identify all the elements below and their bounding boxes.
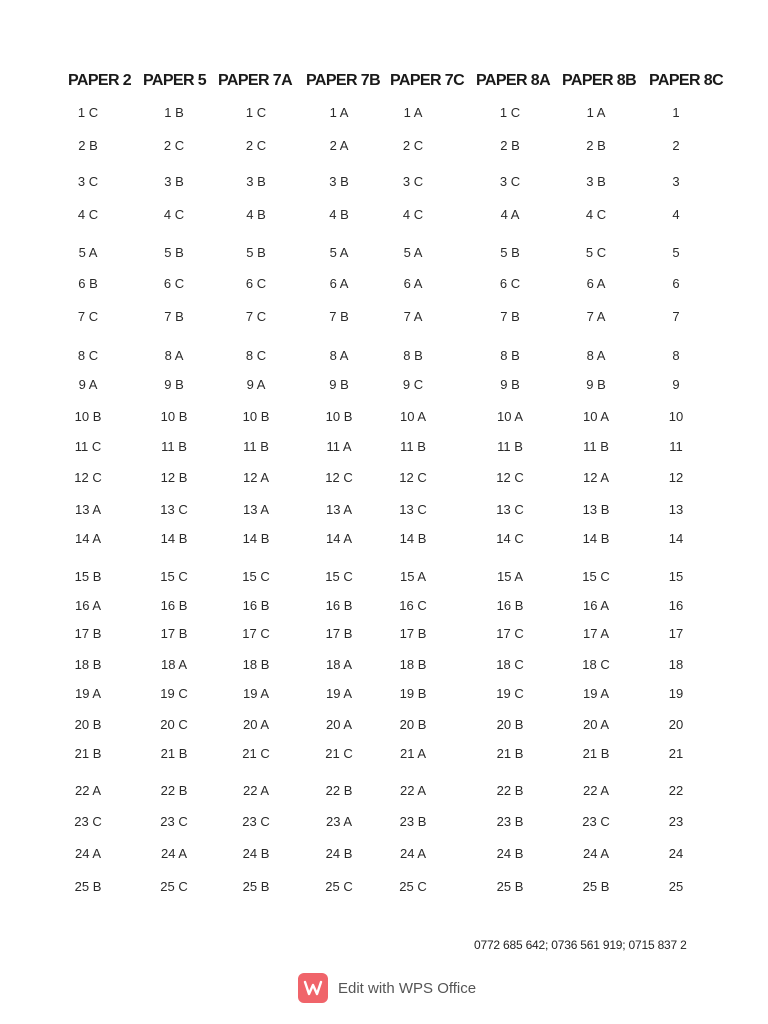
answer-cell: 10 B [160,409,188,424]
answer-cell: 17 C [496,626,524,641]
answer-cell: 10 B [242,409,270,424]
answer-cell: 23 C [582,814,610,829]
answer-cell: 3 B [246,174,266,189]
answer-cell: 22 A [242,783,270,798]
answer-cell: 7 C [77,309,99,324]
answer-cell: 19 C [496,686,524,701]
answer-cell: 14 B [582,531,610,546]
answer-cell: 17 [668,626,684,641]
answer-cell: 21 B [582,746,610,761]
answer-cell: 16 [668,598,684,613]
answer-cell: 12 A [242,470,270,485]
answer-cell: 25 B [582,879,610,894]
answer-cell: 2 B [78,138,98,153]
answer-cell: 16 A [74,598,102,613]
answer-cell: 10 [668,409,684,424]
answer-cell: 5 [672,245,680,260]
answer-cell: 24 A [399,846,427,861]
answer-cell: 7 C [245,309,267,324]
answer-cell: 2 C [245,138,267,153]
wps-logo-icon[interactable] [298,973,328,1003]
answer-cell: 8 A [329,348,349,363]
answer-cell: 21 C [242,746,270,761]
answer-cell: 5 A [403,245,423,260]
answer-cell: 12 C [399,470,427,485]
answer-cell: 7 B [329,309,349,324]
answer-cell: 14 A [74,531,102,546]
answer-cell: 25 B [74,879,102,894]
answer-cell: 13 A [242,502,270,517]
answer-cell: 3 C [499,174,521,189]
column-header: PAPER 2 [68,72,132,89]
answer-cell: 4 C [163,207,185,222]
answer-cell: 4 B [246,207,266,222]
answer-cell: 23 B [496,814,524,829]
answer-cell: 16 C [399,598,427,613]
answer-cell: 20 B [74,717,102,732]
answer-cell: 10 A [582,409,610,424]
answer-cell: 7 B [164,309,184,324]
answer-cell: 9 A [78,377,98,392]
column-header: PAPER 5 [143,72,207,89]
answer-cell: 21 C [325,746,353,761]
answer-cell: 2 B [500,138,520,153]
answer-cell: 23 C [74,814,102,829]
answer-cell: 7 A [586,309,606,324]
answer-cell: 7 A [403,309,423,324]
answer-cell: 15 C [582,569,610,584]
answer-cell: 23 C [160,814,188,829]
answer-cell: 21 B [496,746,524,761]
answer-cell: 17 B [325,626,353,641]
answer-cell: 9 A [246,377,266,392]
answer-cell: 15 A [399,569,427,584]
column-header: PAPER 8A [476,72,551,89]
answer-cell: 11 B [583,439,609,454]
answer-cell: 19 [668,686,684,701]
answer-cell: 12 B [160,470,188,485]
answer-cell: 25 B [242,879,270,894]
answer-cell: 22 A [74,783,102,798]
answer-cell: 8 A [586,348,606,363]
answer-cell: 8 B [403,348,423,363]
answer-cell: 6 C [499,276,521,291]
answer-cell: 16 B [496,598,524,613]
answer-cell: 19 A [582,686,610,701]
answer-cell: 18 A [160,657,188,672]
answer-cell: 16 A [582,598,610,613]
answer-cell: 22 B [496,783,524,798]
answer-cell: 17 B [74,626,102,641]
answer-cell: 18 C [582,657,610,672]
answer-cell: 23 B [399,814,427,829]
answer-cell: 4 C [585,207,607,222]
answer-cell: 24 A [74,846,102,861]
answer-cell: 24 B [496,846,524,861]
answer-cell: 8 C [77,348,99,363]
answer-cell: 20 A [582,717,610,732]
answer-cell: 21 B [160,746,188,761]
answer-cell: 25 C [325,879,353,894]
answer-cell: 13 A [74,502,102,517]
answer-cell: 6 C [163,276,185,291]
answer-cell: 14 B [160,531,188,546]
answer-cell: 22 A [399,783,427,798]
answer-cell: 20 [668,717,684,732]
column-header: PAPER 7B [306,72,381,89]
answer-cell: 6 A [329,276,349,291]
answer-cell: 15 C [242,569,270,584]
answer-cell: 10 A [399,409,427,424]
answer-cell: 14 B [399,531,427,546]
answer-cell: 21 [668,746,684,761]
answer-cell: 20 C [160,717,188,732]
answer-cell: 22 B [160,783,188,798]
answer-cell: 6 B [78,276,98,291]
answer-cell: 2 C [402,138,424,153]
answer-cell: 15 C [325,569,353,584]
answer-cell: 24 [668,846,684,861]
answer-cell: 14 [668,531,684,546]
answer-cell: 7 B [500,309,520,324]
answer-cell: 15 [668,569,684,584]
answer-cell: 12 [668,470,684,485]
column-header: PAPER 8C [649,72,724,89]
contact-phones: 0772 685 642; 0736 561 919; 0715 837 2 [474,938,687,952]
answer-cell: 1 A [329,105,349,120]
answer-cell: 17 C [242,626,270,641]
answer-cell: 4 B [329,207,349,222]
answer-cell: 18 B [399,657,427,672]
answer-cell: 18 A [325,657,353,672]
answer-cell: 11 B [400,439,426,454]
answer-cell: 5 B [246,245,266,260]
answer-cell: 13 B [582,502,610,517]
answer-cell: 4 [672,207,680,222]
answer-cell: 24 A [582,846,610,861]
answer-cell: 19 B [399,686,427,701]
answer-cell: 3 C [402,174,424,189]
answer-cell: 6 C [245,276,267,291]
answer-cell: 5 C [585,245,607,260]
answer-cell: 15 C [160,569,188,584]
answer-cell: 24 A [160,846,188,861]
answer-cell: 10 B [74,409,102,424]
answer-cell: 14 A [325,531,353,546]
answer-cell: 23 A [325,814,353,829]
answer-cell: 12 C [74,470,102,485]
wps-edit-banner[interactable] [298,972,476,1004]
column-header: PAPER 7C [390,72,465,89]
answer-cell: 22 B [325,783,353,798]
answer-cell: 10 A [496,409,524,424]
answer-cell: 19 C [160,686,188,701]
answer-cell: 25 B [496,879,524,894]
answer-cell: 4 C [77,207,99,222]
answer-cell: 1 B [164,105,184,120]
answer-cell: 2 [672,138,680,153]
answer-cell: 22 A [582,783,610,798]
answer-cell: 24 B [242,846,270,861]
wps-edit-label[interactable]: Edit with WPS Office [338,979,477,997]
answer-cell: 10 B [325,409,353,424]
answer-cell: 25 C [399,879,427,894]
answer-cell: 25 C [160,879,188,894]
answer-cell: 1 A [403,105,423,120]
answer-cell: 13 A [325,502,353,517]
answer-cell: 18 C [496,657,524,672]
answer-cell: 12 C [496,470,524,485]
answer-cell: 21 B [74,746,102,761]
answer-cell: 8 B [500,348,520,363]
answer-cell: 23 [668,814,684,829]
answer-cell: 1 A [586,105,606,120]
answer-cell: 9 B [164,377,184,392]
answer-cell: 2 C [163,138,185,153]
answer-cell: 19 A [325,686,353,701]
answer-cell: 1 [672,105,680,120]
answer-cell: 11 B [497,439,523,454]
answer-cell: 16 B [242,598,270,613]
answer-cell: 12 C [325,470,353,485]
answer-cell: 23 C [242,814,270,829]
answer-cell: 9 B [329,377,349,392]
answer-cell: 18 B [242,657,270,672]
answer-cell: 12 A [582,470,610,485]
wps-w-glyph-icon [303,979,323,997]
answer-cell: 3 B [164,174,184,189]
answer-cell: 19 A [242,686,270,701]
answer-cell: 2 B [586,138,606,153]
answer-cell: 11 B [161,439,187,454]
answer-cell: 1 C [499,105,521,120]
answer-cell: 16 B [160,598,188,613]
answer-cell: 14 B [242,531,270,546]
answer-cell: 22 [668,783,684,798]
answer-cell: 17 A [582,626,610,641]
answer-cell: 15 A [496,569,524,584]
answer-cell: 13 [668,502,684,517]
answer-cell: 20 A [242,717,270,732]
answer-cell: 24 B [325,846,353,861]
answer-cell: 6 A [586,276,606,291]
answer-cell: 3 B [329,174,349,189]
answer-cell: 9 B [500,377,520,392]
answer-cell: 5 A [329,245,349,260]
answer-cell: 3 C [77,174,99,189]
answer-cell: 11 B [243,439,269,454]
answer-cell: 13 C [399,502,427,517]
answer-cell: 11 A [326,439,352,454]
answer-cell: 8 C [245,348,267,363]
answer-cell: 17 B [399,626,427,641]
answer-cell: 20 B [399,717,427,732]
answer-cell: 13 C [160,502,188,517]
answer-cell: 14 C [496,531,524,546]
answer-cell: 16 B [325,598,353,613]
answer-cell: 9 B [586,377,606,392]
answer-cell: 11 [669,439,683,454]
answer-cell: 21 A [399,746,427,761]
answer-cell: 20 B [496,717,524,732]
answer-cell: 3 B [586,174,606,189]
answer-cell: 6 A [403,276,423,291]
answer-cell: 18 B [74,657,102,672]
column-header: PAPER 8B [562,72,637,89]
answer-cell: 8 [672,348,680,363]
answer-cell: 4 A [500,207,520,222]
answer-cell: 9 [672,377,680,392]
answer-cell: 15 B [74,569,102,584]
answer-cell: 2 A [329,138,349,153]
answer-cell: 5 B [500,245,520,260]
answer-cell: 6 [672,276,680,291]
answer-cell: 19 A [74,686,102,701]
answer-cell: 18 [668,657,684,672]
answer-cell: 13 C [496,502,524,517]
answer-cell: 5 A [78,245,98,260]
column-header: PAPER 7A [218,72,293,89]
answer-cell: 5 B [164,245,184,260]
answer-cell: 9 C [402,377,424,392]
answer-cell: 25 [668,879,684,894]
answer-cell: 11 C [74,439,102,454]
answer-cell: 7 [672,309,680,324]
answer-cell: 20 A [325,717,353,732]
answer-cell: 17 B [160,626,188,641]
answer-cell: 1 C [245,105,267,120]
answer-cell: 4 C [402,207,424,222]
answer-cell: 3 [672,174,680,189]
answer-cell: 1 C [77,105,99,120]
answer-cell: 8 A [164,348,184,363]
